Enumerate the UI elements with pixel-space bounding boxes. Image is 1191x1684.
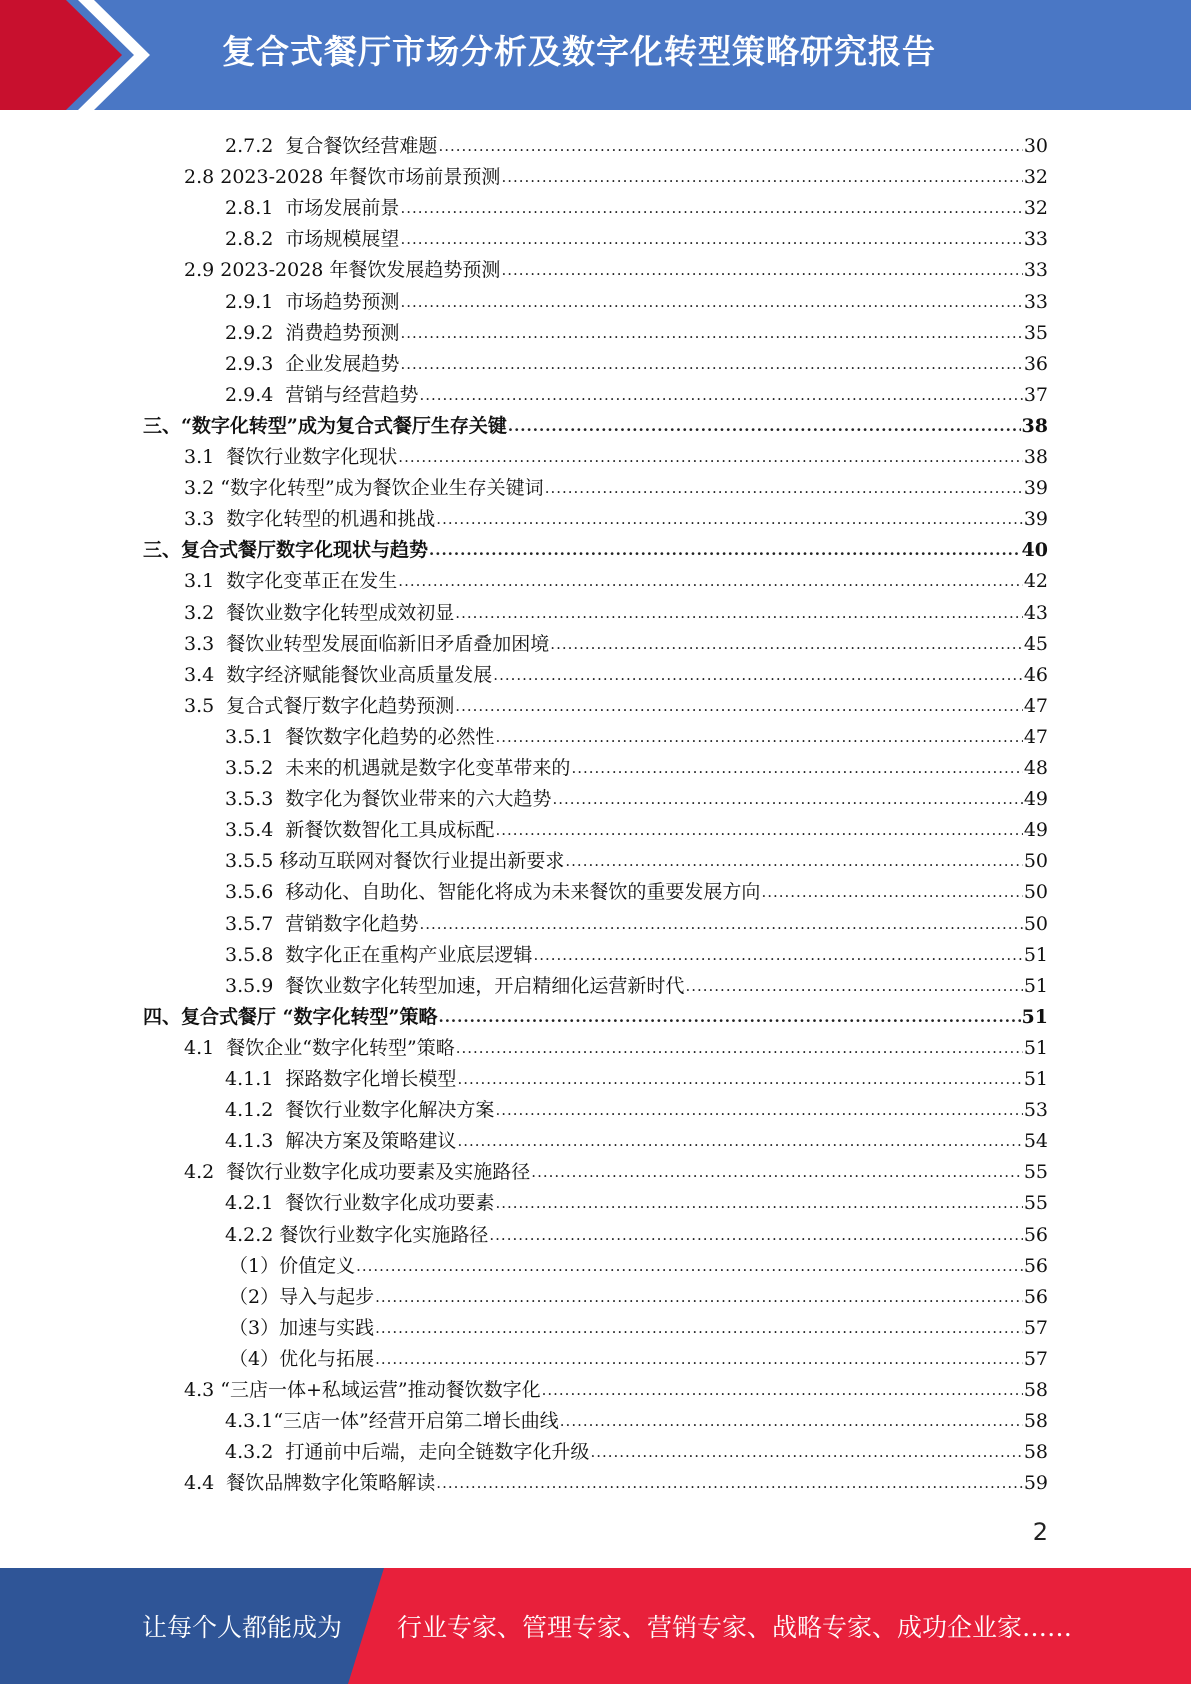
toc-entry-page: 33 <box>1023 259 1048 282</box>
toc-entry-title: 4.1.2 餐饮行业数字化解决方案 <box>225 1099 495 1122</box>
toc-entry-page: 43 <box>1023 601 1048 624</box>
toc-entry-page: 55 <box>1023 1161 1048 1184</box>
toc-entry-page: 42 <box>1023 570 1048 593</box>
toc-leader-dots <box>400 196 1022 220</box>
toc-entry[interactable] <box>225 1091 1048 1122</box>
toc-entry-title: 3.5.5 移动互联网对餐饮行业提出新要求 <box>225 850 565 873</box>
toc-entry[interactable] <box>225 220 1048 251</box>
toc-entry[interactable] <box>225 1122 1048 1153</box>
toc-entry[interactable] <box>225 842 1048 873</box>
toc-entry[interactable] <box>184 687 1048 718</box>
toc-entry[interactable] <box>225 314 1048 345</box>
toc-entry-page: 37 <box>1023 383 1048 406</box>
toc-leader-dots <box>489 1223 1022 1247</box>
toc-entry[interactable] <box>225 345 1048 376</box>
toc-entry-title: 3.1 数字化变革正在发生 <box>184 570 398 593</box>
toc-leader-dots <box>552 787 1022 811</box>
toc-leader-dots <box>495 1098 1022 1122</box>
toc-entry[interactable] <box>225 1433 1048 1464</box>
toc-entry-page: 58 <box>1023 1441 1048 1464</box>
toc-entry-title: （2）导入与起步 <box>229 1285 375 1308</box>
footer-slogan-right: 行业专家、管理专家、营销专家、战略专家、成功企业家…… <box>397 1613 1073 1642</box>
toc-entry-title: 2.8 2023-2028 年餐饮市场前景预测 <box>184 166 501 189</box>
toc-leader-dots <box>400 227 1022 251</box>
toc-entry-page: 55 <box>1023 1192 1048 1215</box>
toc-entry-page: 38 <box>1021 414 1048 437</box>
toc-entry-title: 2.9.4 营销与经营趋势 <box>225 383 419 406</box>
report-title: 复合式餐厅市场分析及数字化转型策略研究报告 <box>222 32 936 71</box>
toc-leader-dots <box>565 849 1022 873</box>
toc-entry-page: 58 <box>1023 1410 1048 1433</box>
toc-entry[interactable] <box>184 594 1048 625</box>
toc-entry-page: 57 <box>1023 1316 1048 1339</box>
toc-entry-title: 4.3.2 打通前中后端，走向全链数字化升级 <box>225 1441 590 1464</box>
toc-leader-dots <box>419 912 1022 936</box>
toc-entry-title: 3.5 复合式餐厅数字化趋势预测 <box>184 694 455 717</box>
toc-leader-dots <box>438 134 1022 158</box>
toc-entry[interactable] <box>225 189 1048 220</box>
toc-entry-page: 49 <box>1023 819 1048 842</box>
toc-entry-page: 51 <box>1023 1036 1048 1059</box>
toc-entry-title: 2.9 2023-2028 年餐饮发展趋势预测 <box>184 259 501 282</box>
toc-leader-dots <box>419 383 1022 407</box>
toc-entry-title: 2.9.1 市场趋势预测 <box>225 290 400 313</box>
toc-entry[interactable] <box>184 158 1048 189</box>
toc-entry-title: 3.5.8 数字化正在重构产业底层逻辑 <box>225 943 533 966</box>
toc-leader-dots <box>375 1285 1023 1309</box>
toc-entry[interactable] <box>229 1247 1048 1278</box>
toc-leader-dots <box>685 974 1022 998</box>
toc-entry-title: 2.7.2 复合餐饮经营难题 <box>225 135 438 157</box>
toc-leader-dots <box>400 290 1022 314</box>
toc-entry-page: 50 <box>1023 881 1048 904</box>
toc-entry-page: 45 <box>1023 632 1048 655</box>
toc-entry-page: 53 <box>1023 1099 1048 1122</box>
toc-leader-dots <box>493 663 1023 687</box>
toc-entry-title: （3）加速与实践 <box>229 1316 375 1339</box>
toc-leader-dots <box>501 165 1022 189</box>
toc-leader-dots <box>356 1254 1023 1278</box>
toc-entry-page: 33 <box>1023 228 1048 251</box>
toc-entry-page: 54 <box>1023 1130 1048 1153</box>
toc-leader-dots <box>457 1129 1022 1153</box>
toc-entry[interactable] <box>184 438 1048 469</box>
toc-leader-dots <box>508 414 1021 438</box>
toc-entry-title: 四、复合式餐厅 “数字化转型”策略 <box>143 1005 438 1028</box>
toc-entry[interactable] <box>184 500 1048 531</box>
toc-entry-title: 4.3.1“三店一体”经营开启第二增长曲线 <box>225 1410 559 1433</box>
toc-entry[interactable] <box>184 625 1048 656</box>
toc-entry-title: 3.3 数字化转型的机遇和挑战 <box>184 508 436 531</box>
toc-entry-title: 2.9.3 企业发展趋势 <box>225 352 400 375</box>
toc-leader-dots <box>495 725 1022 749</box>
toc-entry[interactable] <box>225 1184 1048 1215</box>
toc-leader-dots <box>375 1316 1023 1340</box>
toc-entry[interactable] <box>184 1153 1048 1184</box>
toc-leader-dots <box>398 569 1023 593</box>
toc-entry[interactable] <box>184 469 1048 500</box>
toc-entry-title: 3.5.2 未来的机遇就是数字化变革带来的 <box>225 757 571 779</box>
toc-entry[interactable] <box>143 998 1048 1029</box>
toc-entry-page: 32 <box>1023 197 1048 220</box>
toc-leader-dots <box>438 1005 1020 1029</box>
toc-entry[interactable] <box>184 1464 1048 1495</box>
toc-entry-page: 56 <box>1023 1223 1048 1246</box>
toc-leader-dots <box>495 1191 1022 1215</box>
toc-leader-dots <box>533 943 1022 967</box>
toc-entry-title: 3.1 餐饮行业数字化现状 <box>184 446 398 468</box>
toc-entry[interactable] <box>143 531 1048 562</box>
toc-entry-page: 50 <box>1023 912 1048 935</box>
toc-entry[interactable] <box>184 251 1048 282</box>
toc-entry-title: 3.5.3 数字化为餐饮业带来的六大趋势 <box>225 788 552 811</box>
page-header <box>0 0 1191 110</box>
toc-entry-page: 39 <box>1023 508 1048 531</box>
toc-entry-title: 2.8.2 市场规模展望 <box>225 228 400 251</box>
toc-entry-page: 48 <box>1023 757 1048 779</box>
toc-entry-page: 46 <box>1023 663 1048 686</box>
toc-leader-dots <box>571 756 1022 780</box>
toc-entry-title: 4.1 餐饮企业“数字化转型”策略 <box>184 1036 455 1059</box>
toc-entry[interactable] <box>225 780 1048 811</box>
toc-leader-dots <box>560 1409 1023 1433</box>
toc-entry[interactable] <box>225 283 1048 314</box>
toc-leader-dots <box>398 445 1023 469</box>
toc-entry-title: 三、“数字化转型”成为复合式餐厅生存关键 <box>143 414 507 437</box>
toc-entry-title: 4.2.1 餐饮行业数字化成功要素 <box>225 1192 495 1215</box>
toc-leader-dots <box>436 507 1023 531</box>
toc-entry-page: 58 <box>1023 1379 1048 1401</box>
toc-entry[interactable] <box>184 1371 1048 1402</box>
toc-entry-page: 40 <box>1021 539 1048 562</box>
toc-entry[interactable] <box>229 1340 1048 1371</box>
toc-entry-page: 57 <box>1023 1347 1048 1370</box>
toc-leader-dots <box>429 538 1021 562</box>
toc-entry[interactable] <box>225 1402 1048 1433</box>
toc-entry-page: 30 <box>1023 135 1048 157</box>
toc-leader-dots <box>495 818 1022 842</box>
toc-entry-title: 4.3 “三店一体+私域运营”推动餐饮数字化 <box>184 1379 541 1401</box>
toc-entry[interactable] <box>225 1216 1048 1247</box>
toc-entry-title: 3.2 “数字化转型”成为餐饮企业生存关键词 <box>184 477 544 500</box>
toc-leader-dots <box>550 632 1023 656</box>
toc-entry-title: 3.5.1 餐饮数字化趋势的必然性 <box>225 725 495 748</box>
toc-entry-page: 51 <box>1023 1068 1048 1090</box>
toc-entry[interactable] <box>184 1029 1048 1060</box>
toc-entry-page: 32 <box>1023 166 1048 189</box>
toc-entry-page: 56 <box>1023 1285 1048 1308</box>
toc-entry-page: 38 <box>1023 446 1048 468</box>
toc-entry[interactable] <box>143 407 1048 438</box>
toc-leader-dots <box>400 321 1022 345</box>
toc-entry-page: 59 <box>1023 1472 1048 1495</box>
toc-entry-title: 3.5.6 移动化、自助化、智能化将成为未来餐饮的重要发展方向 <box>225 881 761 904</box>
toc-entry-page: 51 <box>1023 943 1048 966</box>
toc-entry-page: 47 <box>1023 694 1048 717</box>
toc-entry-title: 三、复合式餐厅数字化现状与趋势 <box>143 539 429 562</box>
toc-entry-page: 51 <box>1023 974 1048 997</box>
toc-leader-dots <box>545 476 1023 500</box>
toc-entry-page: 51 <box>1021 1005 1048 1028</box>
toc-entry[interactable] <box>229 1309 1048 1340</box>
toc-entry-page: 39 <box>1023 477 1048 500</box>
toc-entry[interactable] <box>225 749 1048 780</box>
toc-entry[interactable] <box>225 127 1048 158</box>
toc-entry-title: （1）价值定义 <box>229 1254 356 1277</box>
toc-entry[interactable] <box>229 1278 1048 1309</box>
toc-entry[interactable] <box>225 376 1048 407</box>
toc-leader-dots <box>542 1378 1023 1402</box>
toc-entry[interactable] <box>225 718 1048 749</box>
toc-leader-dots <box>400 352 1022 376</box>
toc-entry-title: 3.2 餐饮业数字化转型成效初显 <box>184 601 455 624</box>
toc-leader-dots <box>455 694 1023 718</box>
toc-entry-title: 3.3 餐饮业转型发展面临新旧矛盾叠加困境 <box>184 632 550 655</box>
toc-entry-title: 3.5.7 营销数字化趋势 <box>225 912 419 935</box>
toc-entry-page: 35 <box>1023 321 1048 344</box>
toc-entry-title: 3.5.9 餐饮业数字化转型加速，开启精细化运营新时代 <box>225 974 685 997</box>
page-footer <box>0 1568 1191 1684</box>
toc-entry-title: 2.9.2 消费趋势预测 <box>225 321 400 344</box>
toc-entry-page: 56 <box>1023 1254 1048 1277</box>
toc-entry[interactable] <box>225 905 1048 936</box>
toc-entry-title: 4.4 餐饮品牌数字化策略解读 <box>184 1472 436 1495</box>
toc-entry-page: 33 <box>1023 290 1048 313</box>
toc-entry-title: 3.5.4 新餐饮数智化工具成标配 <box>225 819 495 842</box>
toc-entry-title: 4.1.3 解决方案及策略建议 <box>225 1130 457 1153</box>
toc-entry[interactable] <box>225 873 1048 904</box>
toc-entry-title: 2.8.1 市场发展前景 <box>225 197 400 220</box>
toc-entry-title: 3.4 数字经济赋能餐饮业高质量发展 <box>184 663 493 686</box>
toc-entry[interactable] <box>184 656 1048 687</box>
toc-leader-dots <box>375 1347 1023 1371</box>
toc-entry-page: 49 <box>1023 788 1048 811</box>
toc-leader-dots <box>590 1440 1022 1464</box>
toc-leader-dots <box>761 880 1022 904</box>
toc-entry-title: 4.1.1 探路数字化增长模型 <box>225 1068 457 1090</box>
toc-entry-page: 50 <box>1023 850 1048 873</box>
toc-leader-dots <box>501 258 1022 282</box>
page-number: 2 <box>1032 1518 1048 1546</box>
toc-entry[interactable] <box>225 1060 1048 1091</box>
toc-leader-dots <box>531 1160 1023 1184</box>
toc-entry[interactable] <box>225 936 1048 967</box>
toc-entry-title: 4.2 餐饮行业数字化成功要素及实施路径 <box>184 1161 531 1184</box>
toc-entry[interactable] <box>225 811 1048 842</box>
toc-entry[interactable] <box>225 967 1048 998</box>
footer-slogan-left: 让每个人都能成为 <box>142 1613 343 1642</box>
toc-entry-title: （4）优化与拓展 <box>229 1347 375 1370</box>
toc-entry-page: 47 <box>1023 725 1048 748</box>
toc-leader-dots <box>457 1067 1022 1091</box>
toc-leader-dots <box>455 601 1023 625</box>
toc-entry-page: 36 <box>1023 352 1048 375</box>
toc-leader-dots <box>436 1471 1023 1495</box>
toc-entry-title: 4.2.2 餐饮行业数字化实施路径 <box>225 1223 489 1246</box>
toc-leader-dots <box>456 1036 1023 1060</box>
toc-entry[interactable] <box>184 562 1048 593</box>
